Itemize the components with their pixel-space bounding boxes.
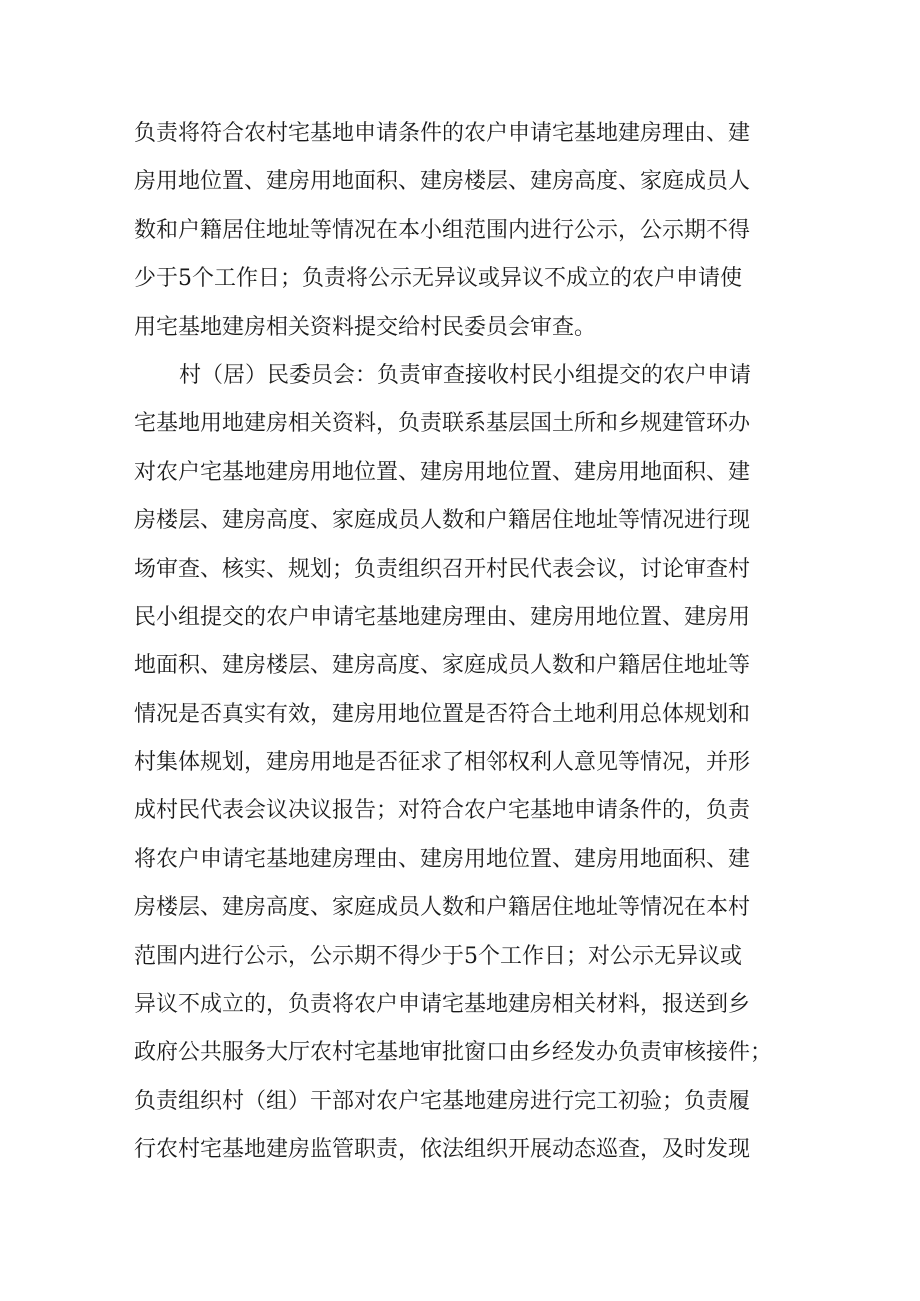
text-line: 成村民代表会议决议报告；对符合农户宅基地申请条件的，负责	[134, 798, 751, 824]
text-line: 房用地位置、建房用地面积、建房楼层、建房高度、家庭成员人	[134, 169, 751, 195]
text-line: 负责将符合农村宅基地申请条件的农户申请宅基地建房理由、建	[134, 121, 751, 146]
text-line: 对农户宅基地建房用地位置、建房用地位置、建房用地面积、建	[134, 459, 751, 485]
paragraph-start-line: 村（居）民委员会：负责审查接收村民小组提交的农户申请	[179, 362, 752, 388]
text-line: 房楼层、建房高度、家庭成员人数和户籍居住地址等情况在本村	[134, 895, 751, 921]
document-body	[134, 110, 794, 1175]
text-line: 房楼层、建房高度、家庭成员人数和户籍居住地址等情况进行现	[134, 508, 751, 534]
text-line: 行农村宅基地建房监管职责，依法组织开展动态巡查，及时发现	[134, 1137, 751, 1163]
text-line: 用宅基地建房相关资料提交给村民委员会审查。	[134, 314, 597, 340]
text-line: 少于5个工作日；负责将公示无异议或异议不成立的农户申请使	[134, 266, 742, 292]
text-line: 民小组提交的农户申请宅基地建房理由、建房用地位置、建房用	[134, 604, 751, 630]
text-line: 负责组织村（组）干部对农户宅基地建房进行完工初验；负责履	[134, 1088, 751, 1114]
text-line: 地面积、建房楼层、建房高度、家庭成员人数和户籍居住地址等	[134, 653, 751, 679]
text-line: 异议不成立的，负责将农户申请宅基地建房相关材料，报送到乡	[134, 992, 751, 1018]
text-line: 村集体规划，建房用地是否征求了相邻权利人意见等情况，并形	[134, 750, 751, 776]
text-line: 政府公共服务大厅农村宅基地审批窗口由乡经发办负责审核接件；	[134, 1040, 773, 1066]
text-line: 将农户申请宅基地建房理由、建房用地位置、建房用地面积、建	[134, 846, 751, 872]
text-line: 范围内进行公示，公示期不得少于5个工作日；对公示无异议或	[134, 943, 742, 969]
text-line: 数和户籍居住地址等情况在本小组范围内进行公示，公示期不得	[134, 217, 751, 243]
text-line: 宅基地用地建房相关资料，负责联系基层国土所和乡规建管环办	[134, 411, 751, 437]
text-line: 场审查、核实、规划；负责组织召开村民代表会议，讨论审查村	[134, 556, 751, 582]
text-line: 情况是否真实有效，建房用地位置是否符合土地利用总体规划和	[134, 701, 751, 727]
